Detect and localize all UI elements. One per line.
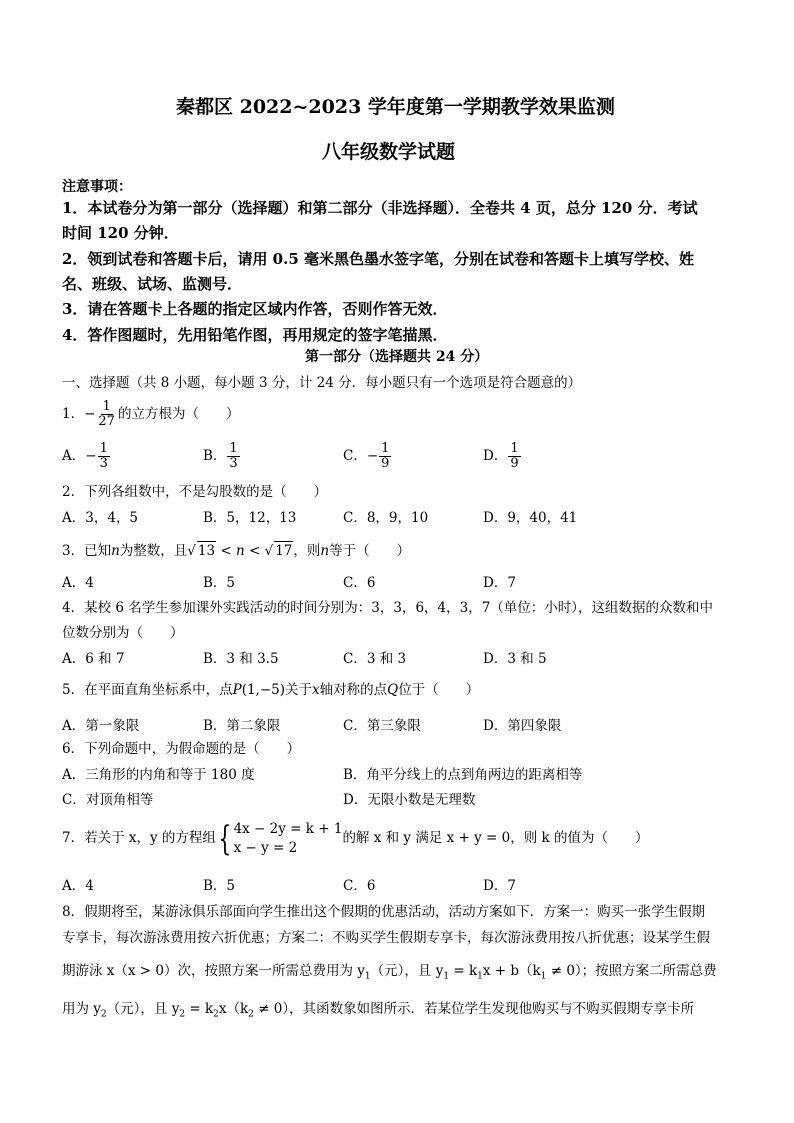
note-line: 2．领到试卷和答题卡后，请用 0.5 毫米黑色墨水签字笔，分别在试卷和答题卡上填写学校、姓 xyxy=(62,250,694,268)
q7-option-b: B．5 xyxy=(203,878,236,894)
q3-option-a: A．4 xyxy=(62,575,94,591)
q6-option-b: B．角平分线上的点到角两边的距离相等 xyxy=(343,767,583,783)
q4-option-a: A．6 和 7 xyxy=(62,651,125,667)
q2-option-c: C．8，9，10 xyxy=(343,510,429,526)
question-8-line-2: 专享卡，每次游泳费用按六折优惠；方案二：不购买学生假期专享卡，每次游泳费用按八折优惠；设某学生假 xyxy=(62,930,710,946)
notes-heading: 注意事项： xyxy=(62,179,132,195)
q6-option-c: C．对顶角相等 xyxy=(62,792,154,808)
question-5: 5．在平面直角坐标系中，点P(1,−5)关于x轴对称的点Q位于（ ） xyxy=(62,682,480,698)
section-intro: 一、选择题（共 8 小题，每小题 3 分，计 24 分．每小题只有一个选项是符合题意的） xyxy=(62,375,582,391)
q4-option-d: D．3 和 5 xyxy=(483,651,547,667)
q3-option-b: B．5 xyxy=(203,575,236,591)
q3-option-d: D．7 xyxy=(483,575,516,591)
sqrt-17: √ 17 xyxy=(264,543,293,559)
q5-option-b: B．第二象限 xyxy=(203,718,281,734)
q1-numerator: 1 xyxy=(102,399,111,414)
question-8-line-3: 期游泳 x（x > 0）次，按照方案一所需总费用为 $y_1$（元），且 $y_1 = k_1x + b(k_1 \ne 0)$；按照方案二所需总费 xyxy=(62,963,717,982)
q1-option-b: B． $\frac{1}{3}$ xyxy=(203,441,238,471)
q5-option-c: C．第三象限 xyxy=(343,718,421,734)
equation-system xyxy=(234,820,343,858)
var-n: n xyxy=(111,543,120,559)
question-1 xyxy=(62,400,239,429)
point-q: Q xyxy=(387,682,399,698)
q1-fraction xyxy=(96,400,117,429)
q4-option-c: C．3 和 3 xyxy=(343,651,407,667)
note-line: 名、班级、试场、监测号． xyxy=(62,275,243,293)
part1-heading: 第一部分（选择题共 24 分） xyxy=(305,349,489,365)
question-8-line-1: 8．假期将至，某游泳俱乐部面向学生推出这个假期的优惠活动，活动方案如下．方案一：购买一张学生假期 xyxy=(62,904,706,920)
q4-option-b: B．3 和 3.5 xyxy=(203,651,279,667)
q1-option-d: D． $\frac{1}{9}$ xyxy=(483,441,519,471)
q1-denominator: 27 xyxy=(98,414,115,429)
note-line: 4．答作图题时，先用铅笔作图，再用规定的签字笔描黑． xyxy=(62,326,448,344)
note-line: 时间 120 分钟． xyxy=(62,224,179,242)
q3-option-c: C．6 xyxy=(343,575,376,591)
system-brace: { xyxy=(218,818,232,859)
point-p: P xyxy=(232,682,242,698)
q1-suffix: 的立方根为（ ） xyxy=(117,406,240,422)
q6-option-d: D．无限小数是无理数 xyxy=(343,792,476,808)
q7-option-d: D．7 xyxy=(483,878,516,894)
note-line: 3．请在答题卡上各题的指定区域内作答，否则作答无效． xyxy=(62,300,448,318)
sqrt-13: √ 13 xyxy=(187,543,216,559)
q6-option-a: A．三角形的内角和等于 180 度 xyxy=(62,767,255,783)
q7-option-c: C．6 xyxy=(343,878,376,894)
q1-option-c: C．− $\frac{1}{9}$ xyxy=(343,441,390,471)
note-line: 1．本试卷分为第一部分（选择题）和第二部分（非选择题）．全卷共 4 页，总分 120 分．考试 xyxy=(62,199,698,217)
q2-option-d: D．9，40，41 xyxy=(483,510,578,526)
q1-prefix: 1．− xyxy=(62,406,96,422)
q5-option-a: A．第一象限 xyxy=(62,718,140,734)
q5-option-d: D．第四象限 xyxy=(483,718,562,734)
question-4-line-1: 4．某校 6 名学生参加课外实践活动的时间分别为：3，3，6，4，3，7（单位：小时），这组数据的众数和中 xyxy=(62,600,714,616)
question-6: 6．下列命题中，为假命题的是（ ） xyxy=(62,741,301,757)
equation-1: 4x − 2y = k + 1 xyxy=(233,820,343,837)
exam-title: 秦都区 2022~2023 学年度第一学期教学效果监测 xyxy=(176,96,615,118)
question-2: 2．下列各组数中，不是勾股数的是（ ） xyxy=(62,484,328,500)
equation-2: x − y = 2 xyxy=(233,839,298,856)
exam-subtitle: 八年级数学试题 xyxy=(322,141,456,163)
question-7: 7．若关于 x，y 的方程组{ 4x − 2y = k + 1 x − y = 2 的解 x 和 y 满足 x + y = 0，则 k 的值为（ ） xyxy=(62,818,649,859)
q2-option-b: B．5，12，13 xyxy=(203,510,297,526)
question-3: 3．已知n为整数，且√ 13 < n < √ 17，则n等于（ ） xyxy=(62,543,411,559)
question-4-line-2: 位数分别为（ ） xyxy=(62,625,184,641)
q2-option-a: A．3，4，5 xyxy=(62,510,139,526)
q1-option-a: A．− $\frac{1}{3}$ xyxy=(62,441,108,471)
q7-option-a: A．4 xyxy=(62,878,94,894)
question-8-line-4: 用为 $y_2$（元），且 $y_2 = k_2x(k_2 \ne 0)$，其函数象如图所示．若某位学生发现他购买与不购买假期专享卡所 xyxy=(62,1001,695,1020)
